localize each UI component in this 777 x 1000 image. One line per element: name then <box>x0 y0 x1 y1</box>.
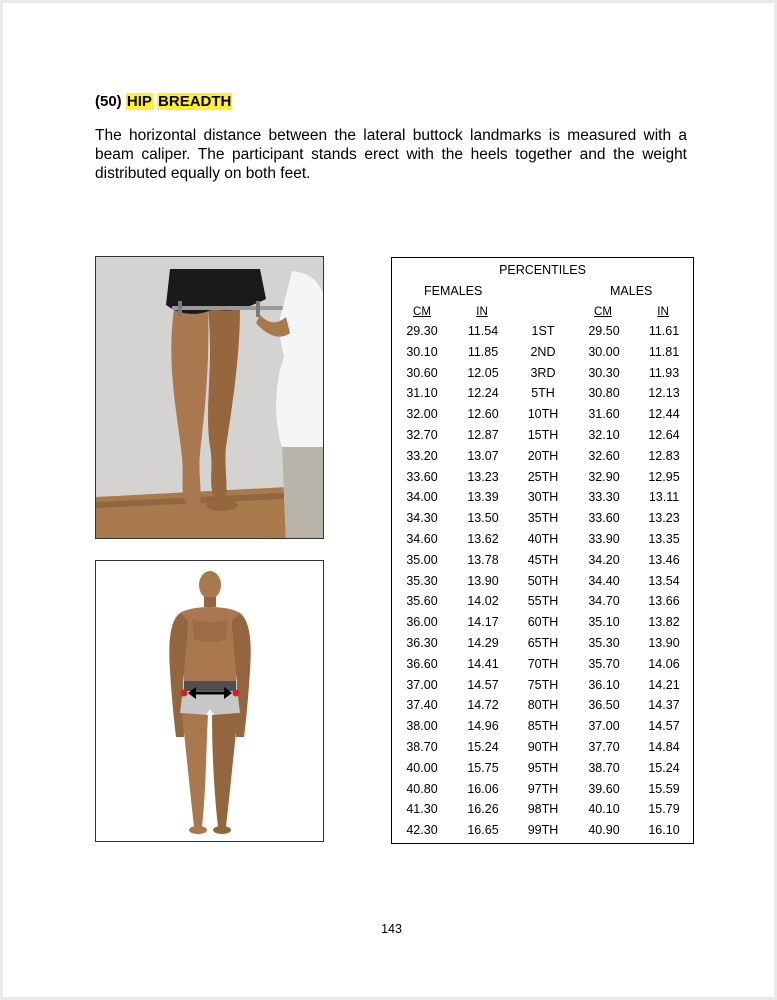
male-cm-cell: 33.90 <box>588 532 620 546</box>
male-in-cell: 15.79 <box>648 802 680 817</box>
female-cm-cell: 37.00 <box>406 677 438 692</box>
male-cm-cell: 35.10 <box>588 615 620 630</box>
document-page <box>3 3 774 997</box>
male-cm-cell: 34.20 <box>588 552 620 567</box>
male-cm-cell: 34.40 <box>588 573 620 588</box>
female-cm-cell: 30.60 <box>406 365 438 380</box>
male-cm-cell: 37.00 <box>588 719 620 734</box>
female-in-cell: 12.24 <box>467 386 499 401</box>
heading-highlight-breadth: BREADTH <box>158 93 232 110</box>
male-in-cell: 11.81 <box>648 344 680 359</box>
female-in-cell: 14.41 <box>467 656 499 671</box>
measurement-description: The horizontal distance between the lateral buttock landmarks is measured with a beam caliper. The participant stands erect with the heels together and the weight distributed equally on both feet. <box>95 127 687 182</box>
percentile-cell: 10TH <box>527 407 559 422</box>
male-cm-cell: 30.30 <box>588 365 620 380</box>
male-in-cell: 12.83 <box>648 448 680 463</box>
percentile-cell: 5TH <box>531 386 555 401</box>
male-cm-cell: 32.90 <box>588 469 620 484</box>
females-cm-header: CM <box>413 306 431 318</box>
female-in-cell: 13.23 <box>467 469 499 484</box>
percentile-cell: 85TH <box>527 719 559 734</box>
female-cm-cell: 40.00 <box>406 760 438 775</box>
male-cm-cell: 29.50 <box>588 324 620 338</box>
female-cm-cell: 31.10 <box>406 386 438 401</box>
female-cm-cell: 36.30 <box>406 636 438 650</box>
percentile-cell: 15TH <box>527 428 559 442</box>
male-cm-cell: 35.30 <box>588 636 620 650</box>
male-in-cell: 12.95 <box>648 469 680 484</box>
male-in-cell: 13.46 <box>648 552 680 567</box>
male-cm-cell: 37.70 <box>588 740 620 754</box>
female-in-cell: 14.72 <box>467 698 499 713</box>
percentile-cell: 65TH <box>527 636 559 650</box>
percentile-cell: 25TH <box>527 469 559 484</box>
female-cm-cell: 34.30 <box>406 511 438 526</box>
female-cm-cell: 34.60 <box>406 532 438 546</box>
male-cm-cell: 31.60 <box>588 407 620 422</box>
male-in-cell: 14.37 <box>648 698 680 713</box>
female-in-cell: 13.78 <box>467 552 499 567</box>
female-cm-cell: 42.30 <box>406 823 438 838</box>
male-in-cell: 13.35 <box>648 532 680 546</box>
percentile-cell: 97TH <box>527 781 559 796</box>
female-in-cell: 14.96 <box>467 719 499 734</box>
female-in-cell: 16.26 <box>467 802 499 817</box>
female-cm-cell: 41.30 <box>406 802 438 817</box>
female-in-cell: 14.02 <box>467 594 499 609</box>
males-in-header: IN <box>657 306 669 318</box>
female-in-cell: 11.85 <box>467 344 499 359</box>
female-in-cell: 12.87 <box>467 428 499 442</box>
percentile-cell: 2ND <box>530 344 556 359</box>
page-number: 143 <box>381 922 402 936</box>
female-cm-cell: 32.00 <box>406 407 438 422</box>
female-cm-cell: 34.00 <box>406 490 438 505</box>
female-cm-cell: 33.60 <box>406 469 438 484</box>
percentile-cell: 75TH <box>527 677 559 692</box>
female-in-cell: 12.05 <box>467 365 499 380</box>
male-in-cell: 13.54 <box>648 573 680 588</box>
male-cm-cell: 32.10 <box>588 428 620 442</box>
male-in-cell: 12.13 <box>648 386 680 401</box>
percentile-cell: 70TH <box>527 656 559 671</box>
page-heading <box>95 93 232 110</box>
percentile-cell: 99TH <box>527 823 559 838</box>
male-in-cell: 14.06 <box>648 656 680 671</box>
female-in-cell: 14.17 <box>467 615 499 630</box>
females-in-header: IN <box>476 306 488 318</box>
female-cm-cell: 36.60 <box>406 656 438 671</box>
male-in-cell: 13.23 <box>648 511 680 526</box>
female-cm-cell: 30.10 <box>406 344 438 359</box>
male-in-cell: 13.66 <box>648 594 680 609</box>
female-cm-cell: 38.00 <box>406 719 438 734</box>
percentile-cell: 60TH <box>527 615 559 630</box>
female-in-cell: 15.24 <box>467 740 499 754</box>
males-cm-header: CM <box>594 306 612 318</box>
table-title: PERCENTILES <box>499 263 586 277</box>
male-cm-cell: 39.60 <box>588 781 620 796</box>
body-diagram <box>95 560 324 842</box>
percentile-cell: 55TH <box>527 594 559 609</box>
heading-number: (50) <box>95 93 122 110</box>
female-in-cell: 13.07 <box>467 448 499 463</box>
heading-highlight-hip: HIP <box>126 93 152 110</box>
female-cm-cell: 38.70 <box>406 740 438 754</box>
male-in-cell: 12.64 <box>648 428 680 442</box>
male-in-cell: 14.21 <box>648 677 680 692</box>
percentile-table <box>391 257 694 844</box>
measurement-photo-icon <box>96 257 324 539</box>
percentile-cell: 90TH <box>527 740 559 754</box>
male-cm-cell: 33.30 <box>588 490 620 505</box>
percentile-cell: 45TH <box>527 552 559 567</box>
percentile-cell: 98TH <box>527 802 559 817</box>
female-in-cell: 12.60 <box>467 407 499 422</box>
male-in-cell: 12.44 <box>648 407 680 422</box>
body-diagram-icon <box>96 561 324 842</box>
female-in-cell: 11.54 <box>467 324 499 338</box>
female-cm-cell: 35.60 <box>406 594 438 609</box>
female-in-cell: 14.57 <box>467 677 499 692</box>
male-cm-cell: 33.60 <box>588 511 620 526</box>
male-cm-cell: 34.70 <box>588 594 620 609</box>
male-cm-cell: 35.70 <box>588 656 620 671</box>
female-in-cell: 13.90 <box>467 573 499 588</box>
male-in-cell: 14.84 <box>648 740 680 754</box>
female-cm-cell: 40.80 <box>406 781 438 796</box>
female-cm-cell: 37.40 <box>406 698 438 713</box>
male-cm-cell: 40.10 <box>588 802 620 817</box>
female-cm-cell: 35.00 <box>406 552 438 567</box>
percentile-cell: 20TH <box>527 448 559 463</box>
percentile-cell: 40TH <box>527 532 559 546</box>
male-in-cell: 11.61 <box>648 324 680 338</box>
male-in-cell: 14.57 <box>648 719 680 734</box>
percentile-cell: 50TH <box>527 573 559 588</box>
female-in-cell: 13.50 <box>467 511 499 526</box>
female-cm-cell: 36.00 <box>406 615 438 630</box>
male-cm-cell: 36.10 <box>588 677 620 692</box>
percentile-cell: 35TH <box>527 511 559 526</box>
male-in-cell: 13.82 <box>648 615 680 630</box>
female-cm-cell: 35.30 <box>406 573 438 588</box>
percentile-cell: 95TH <box>527 760 559 775</box>
male-in-cell: 13.90 <box>648 636 680 650</box>
percentile-cell: 30TH <box>527 490 559 505</box>
male-cm-cell: 38.70 <box>588 760 620 775</box>
male-cm-cell: 30.80 <box>588 386 620 401</box>
female-in-cell: 14.29 <box>467 636 499 650</box>
female-cm-cell: 32.70 <box>406 428 438 442</box>
male-cm-cell: 36.50 <box>588 698 620 713</box>
female-cm-cell: 33.20 <box>406 448 438 463</box>
females-header: FEMALES <box>424 284 483 298</box>
male-cm-cell: 40.90 <box>588 823 620 838</box>
males-header: MALES <box>610 284 653 298</box>
male-in-cell: 15.24 <box>648 760 680 775</box>
percentile-cell: 1ST <box>531 324 555 338</box>
male-in-cell: 16.10 <box>648 823 680 838</box>
female-cm-cell: 29.30 <box>406 324 438 338</box>
measurement-photo <box>95 256 324 539</box>
female-in-cell: 15.75 <box>467 760 499 775</box>
male-cm-cell: 32.60 <box>588 448 620 463</box>
male-cm-cell: 30.00 <box>588 344 620 359</box>
female-in-cell: 16.65 <box>467 823 499 838</box>
male-in-cell: 11.93 <box>648 365 680 380</box>
percentile-cell: 80TH <box>527 698 559 713</box>
male-in-cell: 13.11 <box>648 490 680 505</box>
male-in-cell: 15.59 <box>648 781 680 796</box>
female-in-cell: 16.06 <box>467 781 499 796</box>
female-in-cell: 13.39 <box>467 490 499 505</box>
percentile-cell: 3RD <box>530 365 556 380</box>
female-in-cell: 13.62 <box>467 532 499 546</box>
